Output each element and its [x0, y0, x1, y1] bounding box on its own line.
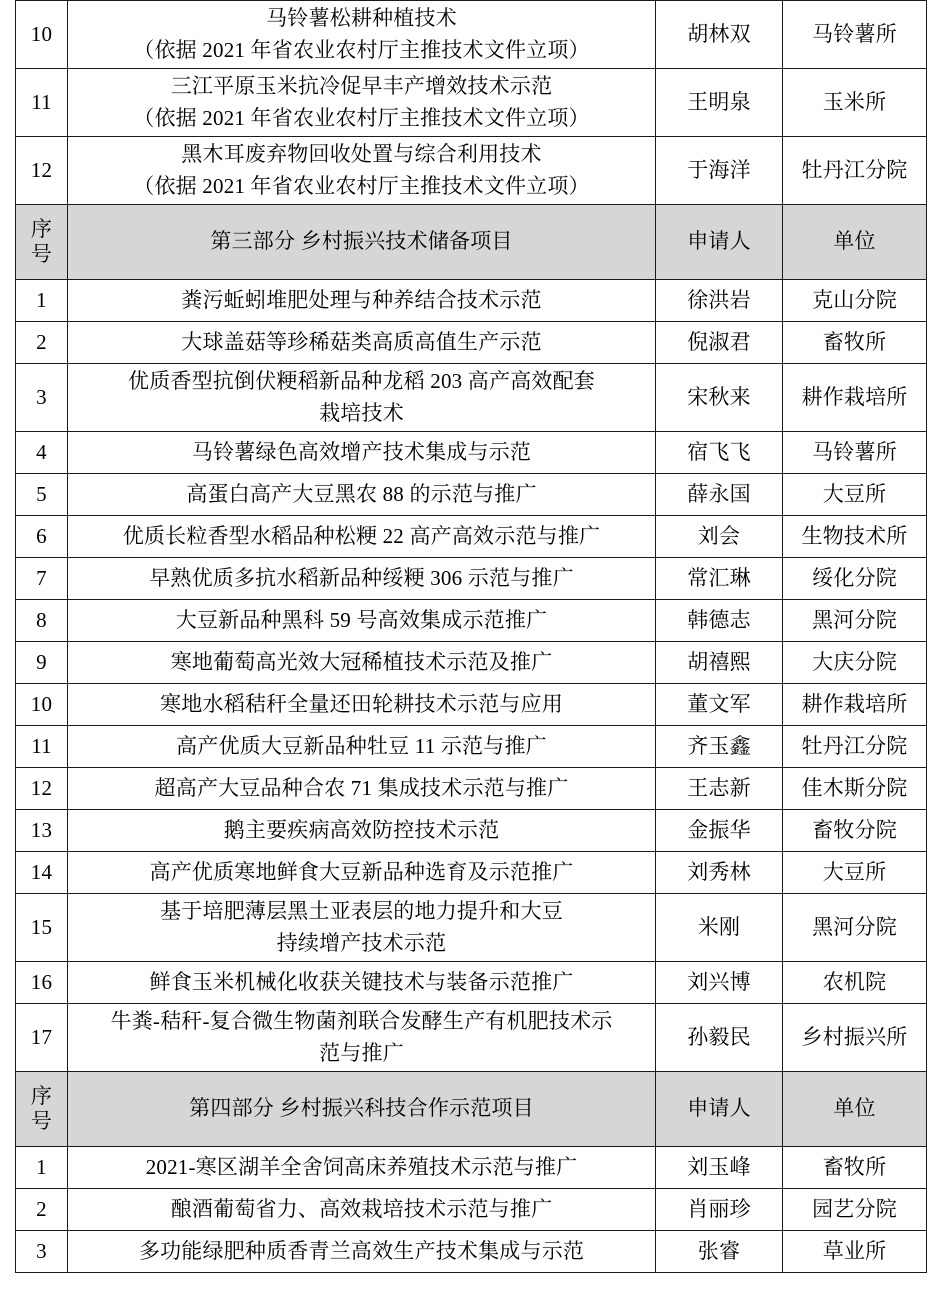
- row-project-title: [68, 852, 656, 894]
- row-applicant: 于海洋: [656, 137, 783, 205]
- table-row: [16, 894, 927, 962]
- table-body: [16, 1, 927, 1273]
- table-row: [16, 810, 927, 852]
- seq-char-bottom: 号: [30, 242, 53, 266]
- table-row: [16, 432, 927, 474]
- table-row: [16, 768, 927, 810]
- row-unit: 园艺分院: [783, 1189, 927, 1231]
- row-sequence-number: 15: [16, 894, 68, 962]
- row-project-title: [68, 432, 656, 474]
- table-row: [16, 364, 927, 432]
- row-project-title: [68, 280, 656, 322]
- row-sequence-number: 10: [16, 684, 68, 726]
- row-project-title-line2: 栽培技术: [319, 400, 404, 425]
- row-applicant: 张睿: [656, 1231, 783, 1273]
- row-applicant: 齐玉鑫: [656, 726, 783, 768]
- row-sequence-number: 11: [16, 69, 68, 137]
- row-sequence-number: 14: [16, 852, 68, 894]
- row-project-title: [68, 1231, 656, 1273]
- row-project-title: [68, 684, 656, 726]
- row-applicant: 金振华: [656, 810, 783, 852]
- row-project-title-line2: 持续增产技术示范: [276, 930, 447, 955]
- row-sequence-number: 1: [16, 280, 68, 322]
- row-sequence-number: 3: [16, 364, 68, 432]
- row-project-title: [68, 1, 656, 69]
- row-unit: 佳木斯分院: [783, 768, 927, 810]
- section-header-title: 第三部分 乡村振兴技术储备项目: [68, 205, 656, 280]
- row-project-title: [68, 810, 656, 852]
- row-project-title-line1: 优质香型抗倒伏粳稻新品种龙稻 203 高产高效配套: [128, 369, 595, 394]
- row-unit: 马铃薯所: [783, 1, 927, 69]
- row-project-title: [68, 1189, 656, 1231]
- row-project-title-line1: 黑木耳废弃物回收处置与综合利用技术: [181, 142, 542, 167]
- row-sequence-number: 9: [16, 642, 68, 684]
- row-sequence-number: 4: [16, 432, 68, 474]
- row-project-title: [68, 768, 656, 810]
- table-row: [16, 684, 927, 726]
- section-header-unit-label: 单位: [783, 1072, 927, 1147]
- row-project-title-line1: 基于培肥薄层黑土亚表层的地力提升和大豆: [160, 899, 563, 924]
- table-row: [16, 516, 927, 558]
- row-project-title: [68, 962, 656, 1004]
- row-sequence-number: 12: [16, 137, 68, 205]
- row-project-title-line1: 马铃薯松耕种植技术: [266, 6, 457, 31]
- row-project-title: [68, 558, 656, 600]
- row-project-title-line2: （依据 2021 年省农业农村厅主推技术文件立项）: [133, 105, 590, 130]
- row-applicant: 常汇琳: [656, 558, 783, 600]
- row-applicant: 肖丽珍: [656, 1189, 783, 1231]
- row-project-title-line1: 三江平原玉米抗冷促早丰产增效技术示范: [170, 74, 553, 99]
- row-unit: 农机院: [783, 962, 927, 1004]
- section-header-person-label: 申请人: [656, 205, 783, 280]
- project-list-table: [15, 0, 927, 1273]
- row-applicant: 胡林双: [656, 1, 783, 69]
- row-unit: 畜牧所: [783, 1147, 927, 1189]
- row-applicant: 刘秀林: [656, 852, 783, 894]
- row-unit: 畜牧分院: [783, 810, 927, 852]
- row-project-title-line1: 牛粪-秸秆-复合微生物菌剂联合发酵生产有机肥技术示: [110, 1009, 613, 1034]
- table-row: [16, 600, 927, 642]
- row-project-title: [68, 894, 656, 962]
- table-row: [16, 1, 927, 69]
- row-unit: 牡丹江分院: [783, 726, 927, 768]
- table-row: [16, 962, 927, 1004]
- row-project-title-line1: 马铃薯绿色高效增产技术集成与示范: [191, 439, 532, 464]
- row-applicant: 董文军: [656, 684, 783, 726]
- row-project-title-line2: （依据 2021 年省农业农村厅主推技术文件立项）: [133, 173, 590, 198]
- row-applicant: 刘会: [656, 516, 783, 558]
- section-header-unit-label: 单位: [783, 205, 927, 280]
- table-row: [16, 1189, 927, 1231]
- row-applicant: 孙毅民: [656, 1004, 783, 1072]
- row-sequence-number: 5: [16, 474, 68, 516]
- seq-char-top: 序: [30, 1083, 53, 1108]
- row-unit: 马铃薯所: [783, 432, 927, 474]
- row-project-title-line1: 优质长粒香型水稻品种松粳 22 高产高效示范与推广: [122, 523, 601, 548]
- row-unit: 玉米所: [783, 69, 927, 137]
- table-row: [16, 1147, 927, 1189]
- row-project-title-line1: 高产优质寒地鲜食大豆新品种选育及示范推广: [149, 859, 574, 884]
- table-row: [16, 474, 927, 516]
- row-unit: 大庆分院: [783, 642, 927, 684]
- row-unit: 黑河分院: [783, 894, 927, 962]
- row-unit: 牡丹江分院: [783, 137, 927, 205]
- row-project-title-line1: 鹅主要疾病高效防控技术示范: [223, 817, 500, 842]
- row-unit: 乡村振兴所: [783, 1004, 927, 1072]
- table-row: [16, 1004, 927, 1072]
- row-sequence-number: 12: [16, 768, 68, 810]
- row-applicant: 刘玉峰: [656, 1147, 783, 1189]
- section-header-seq-label: [16, 1072, 68, 1147]
- table-row: [16, 558, 927, 600]
- seq-char-top: 序: [30, 216, 53, 241]
- table-row: [16, 1231, 927, 1273]
- section-header-row: [16, 1072, 927, 1147]
- row-unit: 克山分院: [783, 280, 927, 322]
- row-unit: 大豆所: [783, 852, 927, 894]
- row-project-title: [68, 474, 656, 516]
- row-sequence-number: 10: [16, 1, 68, 69]
- row-sequence-number: 13: [16, 810, 68, 852]
- table-container: [15, 0, 926, 1273]
- row-project-title: [68, 600, 656, 642]
- row-project-title: [68, 137, 656, 205]
- row-sequence-number: 11: [16, 726, 68, 768]
- row-unit: 大豆所: [783, 474, 927, 516]
- row-project-title: [68, 642, 656, 684]
- row-project-title-line2: （依据 2021 年省农业农村厅主推技术文件立项）: [133, 37, 590, 62]
- row-project-title-line1: 寒地葡萄高光效大冠稀植技术示范及推广: [170, 649, 553, 674]
- row-project-title: [68, 1004, 656, 1072]
- row-unit: 黑河分院: [783, 600, 927, 642]
- section-header-seq-label: [16, 205, 68, 280]
- row-project-title-line1: 高蛋白高产大豆黑农 88 的示范与推广: [186, 481, 537, 506]
- row-applicant: 韩德志: [656, 600, 783, 642]
- row-applicant: 王明泉: [656, 69, 783, 137]
- row-project-title: [68, 516, 656, 558]
- row-applicant: 米刚: [656, 894, 783, 962]
- row-applicant: 宋秋来: [656, 364, 783, 432]
- section-header-title: 第四部分 乡村振兴科技合作示范项目: [68, 1072, 656, 1147]
- row-applicant: 王志新: [656, 768, 783, 810]
- row-applicant: 宿飞飞: [656, 432, 783, 474]
- row-project-title: [68, 1147, 656, 1189]
- table-row: [16, 322, 927, 364]
- row-unit: 耕作栽培所: [783, 684, 927, 726]
- row-sequence-number: 6: [16, 516, 68, 558]
- row-applicant: 倪淑君: [656, 322, 783, 364]
- table-row: [16, 137, 927, 205]
- row-sequence-number: 2: [16, 322, 68, 364]
- row-sequence-number: 3: [16, 1231, 68, 1273]
- seq-char-bottom: 号: [30, 1109, 53, 1133]
- row-sequence-number: 2: [16, 1189, 68, 1231]
- row-unit: 畜牧所: [783, 322, 927, 364]
- row-sequence-number: 7: [16, 558, 68, 600]
- row-applicant: 薛永国: [656, 474, 783, 516]
- row-project-title-line1: 鲜食玉米机械化收获关键技术与装备示范推广: [149, 969, 574, 994]
- row-project-title-line1: 大球盖菇等珍稀菇类高质高值生产示范: [181, 329, 542, 354]
- row-sequence-number: 8: [16, 600, 68, 642]
- table-row: [16, 852, 927, 894]
- row-unit: 耕作栽培所: [783, 364, 927, 432]
- table-row: [16, 726, 927, 768]
- row-project-title-line2: 范与推广: [319, 1040, 404, 1065]
- row-project-title-line1: 2021-寒区湖羊全舍饲高床养殖技术示范与推广: [145, 1154, 578, 1179]
- section-header-person-label: 申请人: [656, 1072, 783, 1147]
- row-sequence-number: 17: [16, 1004, 68, 1072]
- section-header-row: [16, 205, 927, 280]
- row-applicant: 徐洪岩: [656, 280, 783, 322]
- row-project-title-line1: 高产优质大豆新品种牡豆 11 示范与推广: [176, 733, 547, 758]
- row-sequence-number: 16: [16, 962, 68, 1004]
- row-applicant: 胡禧熙: [656, 642, 783, 684]
- row-project-title: [68, 69, 656, 137]
- row-project-title-line1: 大豆新品种黑科 59 号高效集成示范推广: [175, 607, 548, 632]
- row-project-title: [68, 726, 656, 768]
- row-applicant: 刘兴博: [656, 962, 783, 1004]
- row-project-title-line1: 多功能绿肥种质香青兰高效生产技术集成与示范: [138, 1238, 585, 1263]
- table-row: [16, 69, 927, 137]
- row-unit: 生物技术所: [783, 516, 927, 558]
- row-project-title: [68, 322, 656, 364]
- row-unit: 草业所: [783, 1231, 927, 1273]
- row-project-title: [68, 364, 656, 432]
- table-row: [16, 642, 927, 684]
- row-project-title-line1: 酿酒葡萄省力、高效栽培技术示范与推广: [170, 1196, 553, 1221]
- row-project-title-line1: 早熟优质多抗水稻新品种绥粳 306 示范与推广: [149, 565, 574, 590]
- row-sequence-number: 1: [16, 1147, 68, 1189]
- row-project-title-line1: 粪污蚯蚓堆肥处理与种养结合技术示范: [181, 287, 542, 312]
- row-project-title-line1: 超高产大豆品种合农 71 集成技术示范与推广: [154, 775, 569, 800]
- row-project-title-line1: 寒地水稻秸秆全量还田轮耕技术示范与应用: [160, 691, 563, 716]
- row-unit: 绥化分院: [783, 558, 927, 600]
- table-row: [16, 280, 927, 322]
